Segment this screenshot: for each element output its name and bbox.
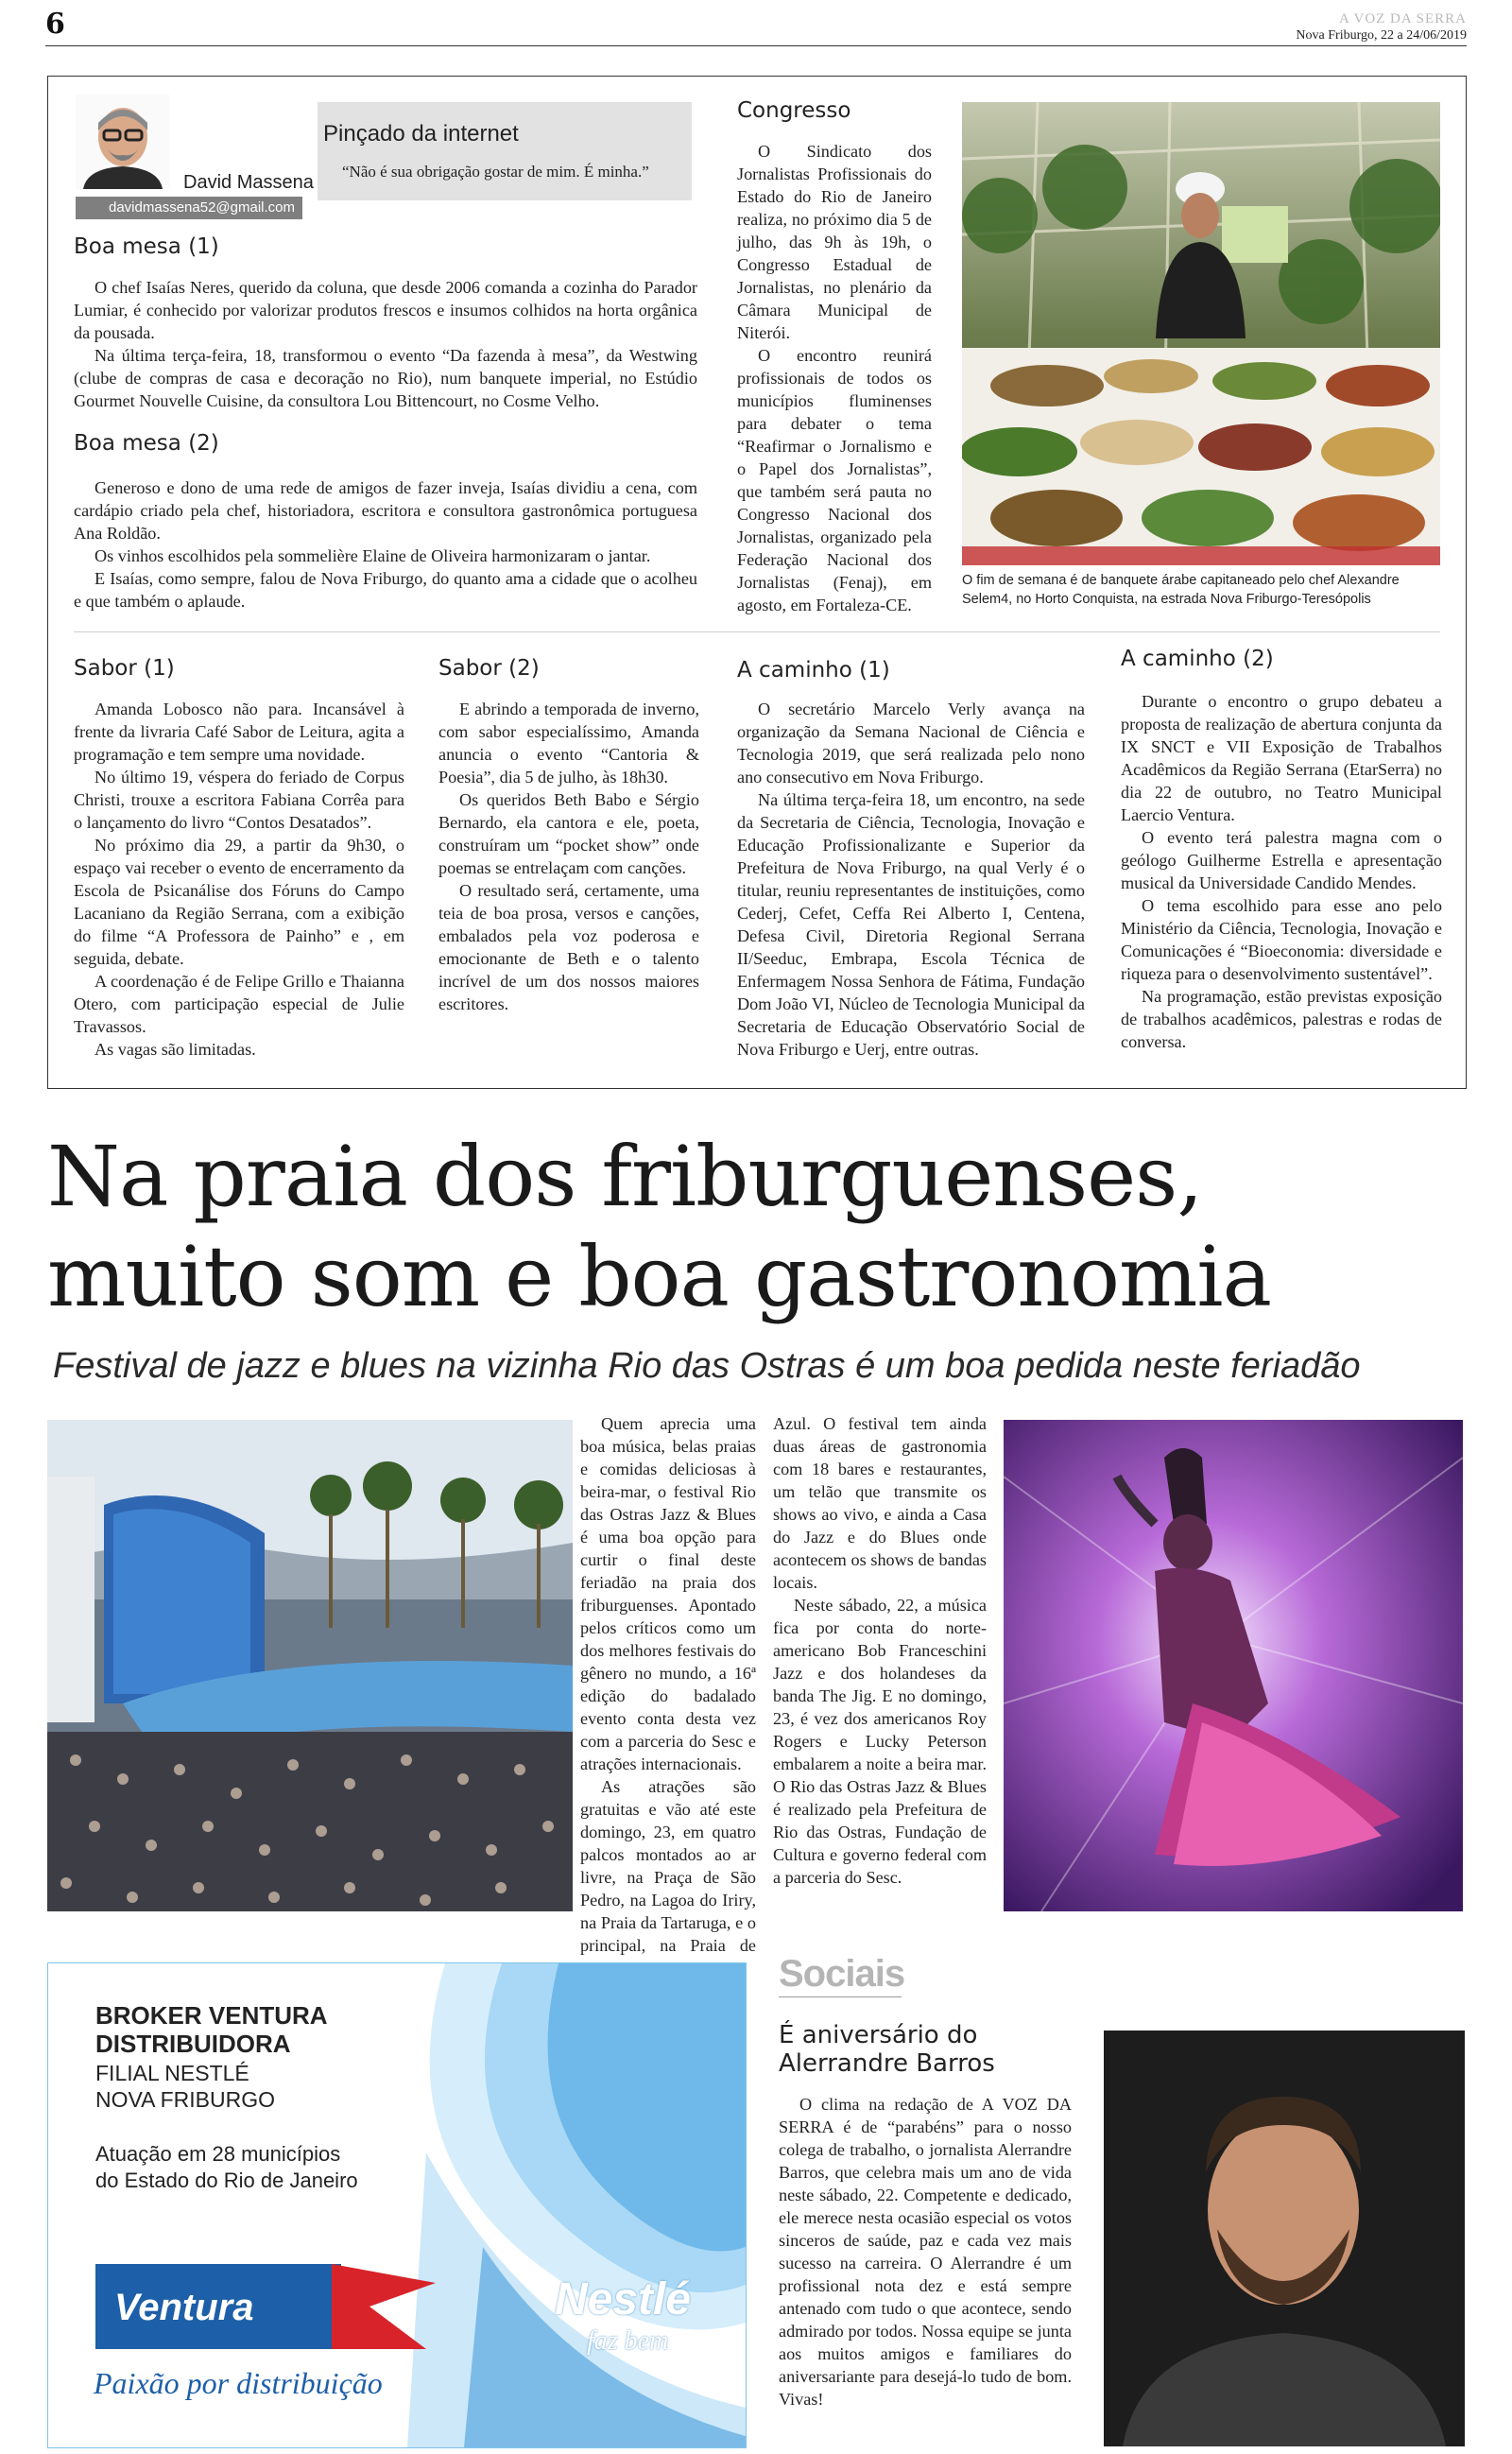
festival-stage-photo	[47, 1420, 573, 1911]
paragraph: Os queridos Beth Babo e Sérgio Bernardo, ela cantora e ele, poeta, construíram um “pocket show” onde poemas se entrelaçam com canções.	[438, 790, 699, 877]
paragraph: O resultado será, certamente, uma teia de boa prosa, versos e canções, embalados pela voz poderosa e emocionante de Beth e o talento incrível de um dos nossos maiores escritores.	[438, 881, 699, 1013]
headline-line-1: Na praia dos friburguenses,	[47, 1128, 1203, 1225]
paragraph: No último 19, véspera do feriado de Corpus Christi, trouxe a escritora Fabiana Corrêa para o lançamento do livro “Contos Desatados”.	[74, 768, 404, 832]
congresso-title: Congresso	[737, 98, 851, 123]
header-rule	[45, 45, 1467, 46]
paragraph: Generoso e dono de uma rede de amigos de fazer inveja, Isaías dividiu a cena, com cardápio criado pela chef, historiadora, escritora e consultora gastronômica portuguesa Ana Roldão.	[74, 478, 697, 543]
paragraph: Azul. O festival tem ainda duas áreas de gastronomia com 18 bares e restaurantes, um telão que transmite os shows ao vivo, e ainda a Casa do Jazz e do Blues onde acontecem os shows de bandas locais.	[773, 1414, 987, 1592]
ad-company	[95, 2001, 328, 2058]
sabor-1-title: Sabor (1)	[74, 656, 175, 681]
sociais-label: Sociais	[779, 1953, 905, 1995]
sociais-title-line-2: Alerrandre Barros	[779, 2049, 995, 2078]
paragraph: O Sindicato dos Jornalistas Profissionais do Estado do Rio de Janeiro realiza, no próximo dia 5 de julho, das 9h às 19h, o Congresso Estadual de Jornalistas, no plenário da Câmara Municipal de Niterói.	[737, 142, 932, 342]
author-photo	[76, 95, 170, 189]
paragraph: As atrações são gratuitas e vão até este domingo, 23, em quatro palcos montados ao ar livre, na Praça de São Pedro, na Lagoa do Iriry, na Praia da Tartaruga, e o principal, na Praia de	[580, 1777, 756, 1955]
feature-headline	[47, 1127, 1271, 1327]
boa-mesa-1-title: Boa mesa (1)	[74, 234, 219, 259]
caminho-1-title: A caminho (1)	[737, 658, 890, 683]
pincado-title: Pinçado da internet	[323, 121, 519, 147]
paragraph: Na última terça-feira 18, um encontro, na sede da Secretaria de Ciência, Tecnologia, Inovação e Educação Profissionalizante e Superior da Prefeitura de Nova Friburgo, na qual Verly é o titular, reuniu representantes de instituições, como Cederj, Cefet, Ceffa Rei Alberto I, Centena, Defesa Civil, Diretoria Regional Serrana II/Seeduc, Embrapa, Escola Técnica de Enfermagem Nossa Senhora de Fátima, Fundação Dom João VI, Núcleo de Tecnologia Municipal da Secretaria de Educação Observatório Social de Nova Friburgo e Uerj, entre outras.	[737, 790, 1085, 1059]
sociais-text	[779, 2093, 1072, 2411]
paragraph: E abrindo a temporada de inverno, com sabor especialíssimo, Amanda anuncia o evento “Cantoria & Poesia”, dia 5 de julho, às 18h30.	[438, 700, 699, 786]
paragraph: Os vinhos escolhidos pela sommelière Elaine de Oliveira harmonizaram o jantar.	[94, 546, 651, 565]
congresso-text	[737, 140, 932, 616]
author-email[interactable]	[76, 197, 302, 219]
feature-col-2	[773, 1412, 987, 1889]
sociais-title	[779, 2021, 995, 2078]
company-line-2: DISTRIBUIDORA	[95, 2030, 291, 2058]
paragraph: O tema escolhido para esse ano pelo Ministério da Ciência, Tecnologia, Inovação e Comunicações é “Bioeconomia: diversidade e riqueza para o desenvolvimento sustentável”.	[1121, 896, 1442, 983]
ad-tagline: Paixão por distribuição	[94, 2366, 383, 2400]
paragraph: No próximo dia 29, a partir da 9h30, o espaço vai receber o evento de encerramento da Escola de Psicanálise dos Fóruns do Campo Lacaniano da Região Serrana, com a exibição do filme “A Professora de Painho” e , em seguida, debate.	[74, 836, 404, 968]
ad-branch	[95, 2060, 275, 2113]
birthday-photo	[1104, 2031, 1465, 2446]
paragraph: Na programação, estão previstas exposição de trabalhos acadêmicos, palestras e rodas de conversa.	[1121, 987, 1442, 1051]
paper-name: A VOZ DA SERRA	[1339, 11, 1467, 26]
sociais-title-line-1: É aniversário do	[779, 2021, 978, 2049]
paragraph: Amanda Lobosco não para. Incansável à frente da livraria Café Sabor de Leitura, agita a programação e tem sempre uma novidade.	[74, 700, 404, 764]
feature-subheadline: Festival de jazz e blues na vizinha Rio das Ostras é um boa pedida neste feriadão	[53, 1346, 1361, 1386]
paragraph: A coordenação é de Felipe Grillo e Thaianna Otero, com participação especial de Julie Travassos.	[74, 972, 404, 1036]
branch-line-2: NOVA FRIBURGO	[95, 2087, 275, 2112]
nestle-logo: Nestlé	[555, 2274, 692, 2324]
paragraph: O clima na redação de A VOZ DA SERRA é de “parabéns” para o nosso colega de trabalho, o jornalista Alerrandre Barros, que celebra mais um ano de vida neste sábado, 22. Competente e dedicado, ele merece nesta ocasião especial os votos sinceros de saúde, paz e cada vez mais sucesso na carreira. O Alerrandre é um profissional nota dez e está sempre antenado com tudo o que acontece, sendo admirado por todos. Nossa equipe se junta aos muitos amigos e familiares do aniversariante para desejá-lo tudo de bom. Vivas!	[779, 2095, 1072, 2409]
area-line-1: Atuação em 28 municípios	[95, 2142, 341, 2166]
paragraph: E Isaías, como sempre, falou de Nova Friburgo, do quanto ama a cidade que o acolheu e que também o aplaude.	[74, 569, 697, 611]
sabor-2-text	[438, 698, 699, 1015]
paragraph: O encontro reunirá profissionais de todos os municípios fluminenses para debater o tema “Reafirmar o Jornalismo e o Papel dos Jornalistas”, que também será pauta no Congresso Nacional dos Jornalistas, organizado pela Federação Nacional dos Jornalistas (Fenaj), em agosto, em Fortaleza-CE.	[737, 346, 932, 614]
paragraph: O chef Isaías Neres, querido da coluna, que desde 2006 comanda a cozinha do Parador Lumiar, é conhecido por valorizar produtos frescos e insumos colhidos na horta orgânica da pousada.	[74, 278, 697, 342]
author-email-text: davidmassena52@gmail.com	[109, 199, 295, 216]
pincado-box	[318, 102, 692, 200]
photo-caption: O fim de semana é de banquete árabe capitaneado pelo chef Alexandre Selem4, no Horto Conquista, na estrada Nova Friburgo-Teresópolis	[962, 573, 1400, 607]
ventura-logo-text: Ventura	[114, 2287, 254, 2328]
chef-banquet-photo	[962, 102, 1440, 565]
area-line-2: do Estado do Rio de Janeiro	[95, 2169, 358, 2192]
section-rule	[74, 631, 1440, 632]
paragraph: Na última terça-feira, 18, transformou o evento “Da fazenda à mesa”, da Westwing (clube de compras de casa e decoração no Rio), num banquete imperial, no Estúdio Gourmet Nouvelle Cuisine, da consultora Lou Bittencourt, no Cosme Velho.	[74, 346, 697, 410]
pincado-quote: “Não é sua obrigação gostar de mim. É minha.”	[342, 163, 649, 181]
feature-col-1	[580, 1412, 756, 1979]
branch-line-1: FILIAL NESTLÉ	[95, 2061, 249, 2085]
paragraph: Quem aprecia uma boa música, belas praias e comidas deliciosas à beira-mar, o festival Rio das Ostras Jazz & Blues é uma boa opção para curtir o final deste feriadão na praia dos friburguenses. Apontado pelos críticos como um dos melhores festivais do gênero no mundo, a 16ª edição do badalado evento conta desta vez com a parceria do Sesc e atrações internacionais.	[580, 1414, 756, 1773]
paragraph: Neste sábado, 22, a música fica por conta do norte-americano Bob Franceschini Jazz e dos holandeses da banda The Jig. E no domingo, 23, é vez dos americanos Roy Rogers e Lucky Peterson embalarem a noite a beira mar. O Rio das Ostras Jazz & Blues é realizado pela Prefeitura de Rio das Ostras, Fundação de Cultura e governo federal com a parceria do Sesc.	[773, 1596, 987, 1887]
sociais-rule	[779, 1996, 902, 1997]
ad-area	[95, 2141, 358, 2194]
paragraph: O secretário Marcelo Verly avança na organização da Semana Nacional de Ciência e Tecnologia 2019, que será realizada pelo nono ano consecutivo em Nova Friburgo.	[737, 700, 1085, 786]
boa-mesa-2-text	[74, 476, 697, 613]
singer-photo	[1004, 1420, 1463, 1911]
caminho-2-text	[1121, 690, 1442, 1053]
dateline: Nova Friburgo, 22 a 24/06/2019	[1296, 28, 1467, 43]
company-line-1: BROKER VENTURA	[95, 2001, 328, 2030]
nestle-ventura-ad[interactable]	[47, 1962, 747, 2448]
paragraph: As vagas são limitadas.	[94, 1040, 256, 1059]
headline-line-2: muito som e boa gastronomia	[47, 1228, 1272, 1325]
caminho-2-title: A caminho (2)	[1121, 647, 1274, 671]
boa-mesa-2-title: Boa mesa (2)	[74, 431, 219, 456]
sabor-1-text	[74, 698, 404, 1061]
ventura-star-icon	[332, 2264, 436, 2349]
page-number: 6	[45, 8, 65, 41]
sabor-2-title: Sabor (2)	[438, 656, 540, 681]
author-name: David Massena	[183, 172, 314, 193]
paragraph: O evento terá palestra magna com o geólogo Guilherme Estrella e apresentação musical da Universidade Candido Mendes.	[1121, 828, 1442, 892]
nestle-slogan: faz bem	[587, 2326, 669, 2356]
paragraph: Durante o encontro o grupo debateu a proposta de realização de abertura conjunta da IX SNCT e VII Exposição de Trabalhos Acadêmicos da Região Serrana (EtarSerra) no dia 22 de outubro, no Teatro Municipal Laercio Ventura.	[1121, 692, 1442, 824]
ventura-logo-bar	[95, 2264, 341, 2349]
caminho-1-text	[737, 698, 1085, 1061]
boa-mesa-1-text	[74, 276, 697, 412]
